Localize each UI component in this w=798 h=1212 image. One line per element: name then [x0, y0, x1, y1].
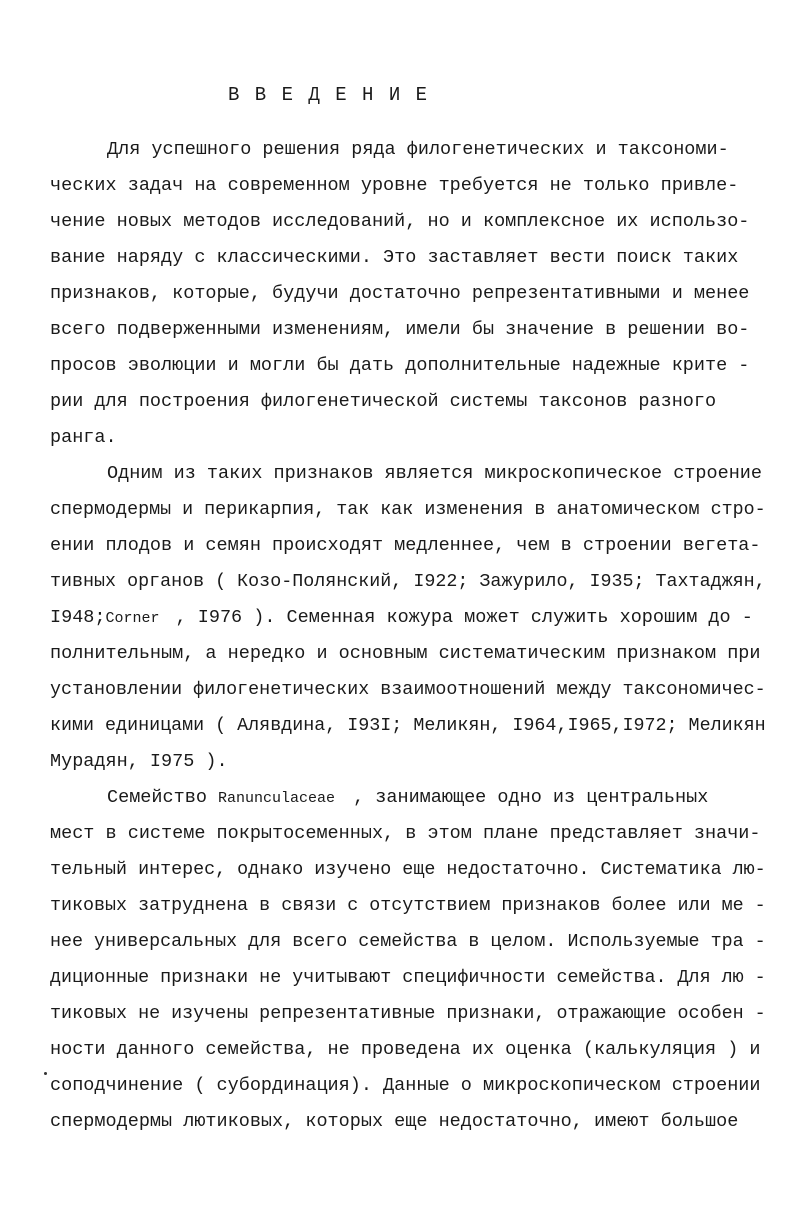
latin-name: Ranunculaceae — [218, 790, 336, 807]
text-line — [50, 606, 753, 631]
text-line — [107, 786, 708, 811]
text-line: диционные признаки не учитывают специфичности семейства. Для лю - — [50, 967, 766, 988]
text-line: ческих задач на современном уровне требуется не только привле- — [50, 175, 739, 196]
text-line: ности данного семейства, не проведена их оценка (калькуляция ) и — [50, 1039, 761, 1060]
text-fragment: Семейство — [107, 787, 207, 808]
text-line: просов эволюции и могли бы дать дополнительные надежные крите - — [50, 355, 750, 376]
text-line: рии для построения филогенетической системы таксонов разного — [50, 391, 717, 412]
text-line: признаков, которые, будучи достаточно репрезентативными и менее — [50, 283, 750, 304]
text-line: соподчинение ( субординация). Данные о микроскопическом строении — [50, 1075, 761, 1096]
text-line: Мурадян, I975 ). — [50, 751, 228, 772]
text-line: вание наряду с классическими. Это заставляет вести поиск таких — [50, 247, 739, 268]
text-line: кими единицами ( Алявдина, I93I; Меликян, I964,I965,I972; Меликян — [50, 715, 766, 736]
text-line: спермодермы и перикарпия, так как изменения в анатомическом стро- — [50, 499, 766, 520]
text-fragment: , I976 ). Семенная кожура может служить хорошим до - — [175, 607, 753, 628]
text-fragment: , занимающее одно из центральных — [353, 787, 709, 808]
latin-name: Corner — [105, 610, 160, 627]
scan-speck — [44, 1072, 47, 1075]
text-line: тиковых затруднена в связи с отсутствием признаков более или ме - — [50, 895, 766, 916]
text-line: тельный интерес, однако изучено еще недостаточно. Систематика лю- — [50, 859, 766, 880]
text-line: чение новых методов исследований, но и комплексное их использо- — [50, 211, 750, 232]
text-line: мест в системе покрытосеменных, в этом плане представляет значи- — [50, 823, 761, 844]
text-fragment: I948; — [50, 607, 106, 628]
text-line: установлении филогенетических взаимоотношений между таксономичес- — [50, 679, 766, 700]
text-line: всего подверженными изменениям, имели бы значение в решении во- — [50, 319, 750, 340]
text-line: нее универсальных для всего семейства в целом. Используемые тра - — [50, 931, 766, 952]
text-line: Для успешного решения ряда филогенетических и таксономи- — [107, 139, 729, 160]
text-line: спермодермы лютиковых, которых еще недостаточно, имеют большое — [50, 1111, 739, 1132]
text-line: полнительным, а нередко и основным систематическим признаком при — [50, 643, 761, 664]
text-line: тивных органов ( Козо-Полянский, I922; Зажурило, I935; Тахтаджян, — [50, 571, 766, 592]
section-title: В В Е Д Е Н И Е — [228, 84, 430, 106]
text-line: Одним из таких признаков является микроскопическое строение — [107, 463, 763, 484]
text-line: ении плодов и семян происходят медленнее, чем в строении вегета- — [50, 535, 761, 556]
text-line: тиковых не изучены репрезентативные признаки, отражающие особен - — [50, 1003, 766, 1024]
text-line: ранга. — [50, 427, 117, 448]
